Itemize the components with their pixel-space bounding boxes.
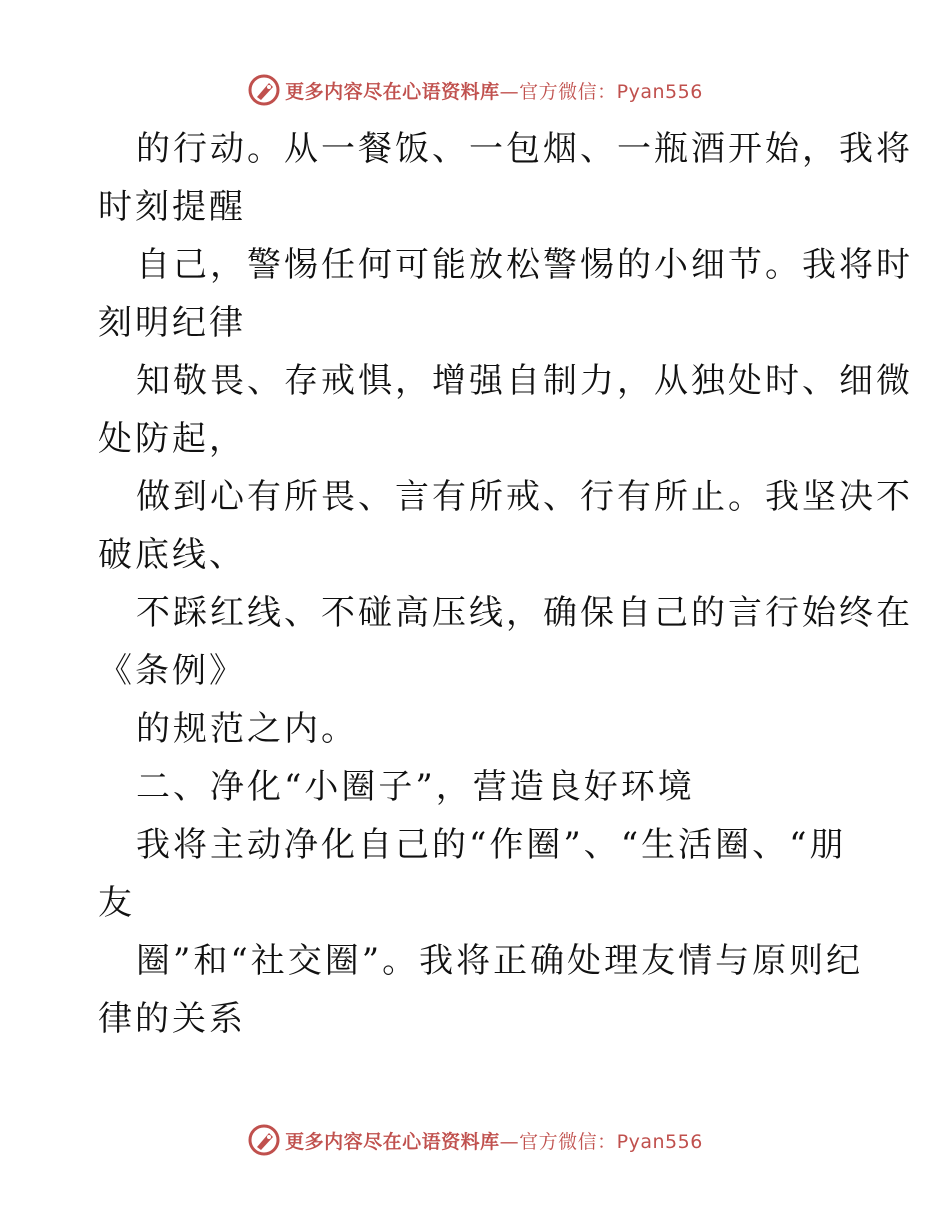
section-heading: 二、净化“小圈子”，营造良好环境 [136,767,695,807]
header-watermark-text [285,77,703,104]
body-line: 不踩红线、不碰高压线，确保自己的言行始终在 [136,593,913,633]
pen-nib-logo-icon [247,73,281,107]
body-line: 的行动。从一餐饭、一包烟、一瓶酒开始，我将 [136,129,913,169]
body-line: 圈”和“社交圈”。我将正确处理友情与原则纪 [136,941,864,981]
body-line: 做到心有所畏、言有所戒、行有所止。我坚决不 [136,477,913,517]
body-line: 友 [98,883,135,923]
body-line: 刻明纪律 [98,303,246,343]
body-line: 律的关系 [98,999,246,1039]
body-line: 我将主动净化自己的“作圈”、“生活圈、“朋 [136,825,847,865]
footer-watermark-bold: 更多内容尽在心语资料库 [285,1130,500,1153]
footer-watermark-text [285,1127,703,1154]
body-line: 《条例》 [98,651,246,691]
footer-watermark-banner [0,1120,950,1160]
body-line: 的规范之内。 [136,709,358,749]
body-line: 破底线、 [98,535,246,575]
pen-nib-logo-icon [247,1123,281,1157]
footer-watermark-rest: —官方微信：Pyan556 [499,1130,703,1153]
body-line: 时刻提醒 [98,187,246,227]
body-line: 处防起， [98,419,246,459]
header-watermark-banner [0,70,950,110]
header-watermark-rest: —官方微信：Pyan556 [499,80,703,103]
document-body [98,120,913,1048]
body-line: 知敬畏、存戒惧，增强自制力，从独处时、细微 [136,361,913,401]
header-watermark-bold: 更多内容尽在心语资料库 [285,80,500,103]
body-line: 自己，警惕任何可能放松警惕的小细节。我将时 [136,245,913,285]
